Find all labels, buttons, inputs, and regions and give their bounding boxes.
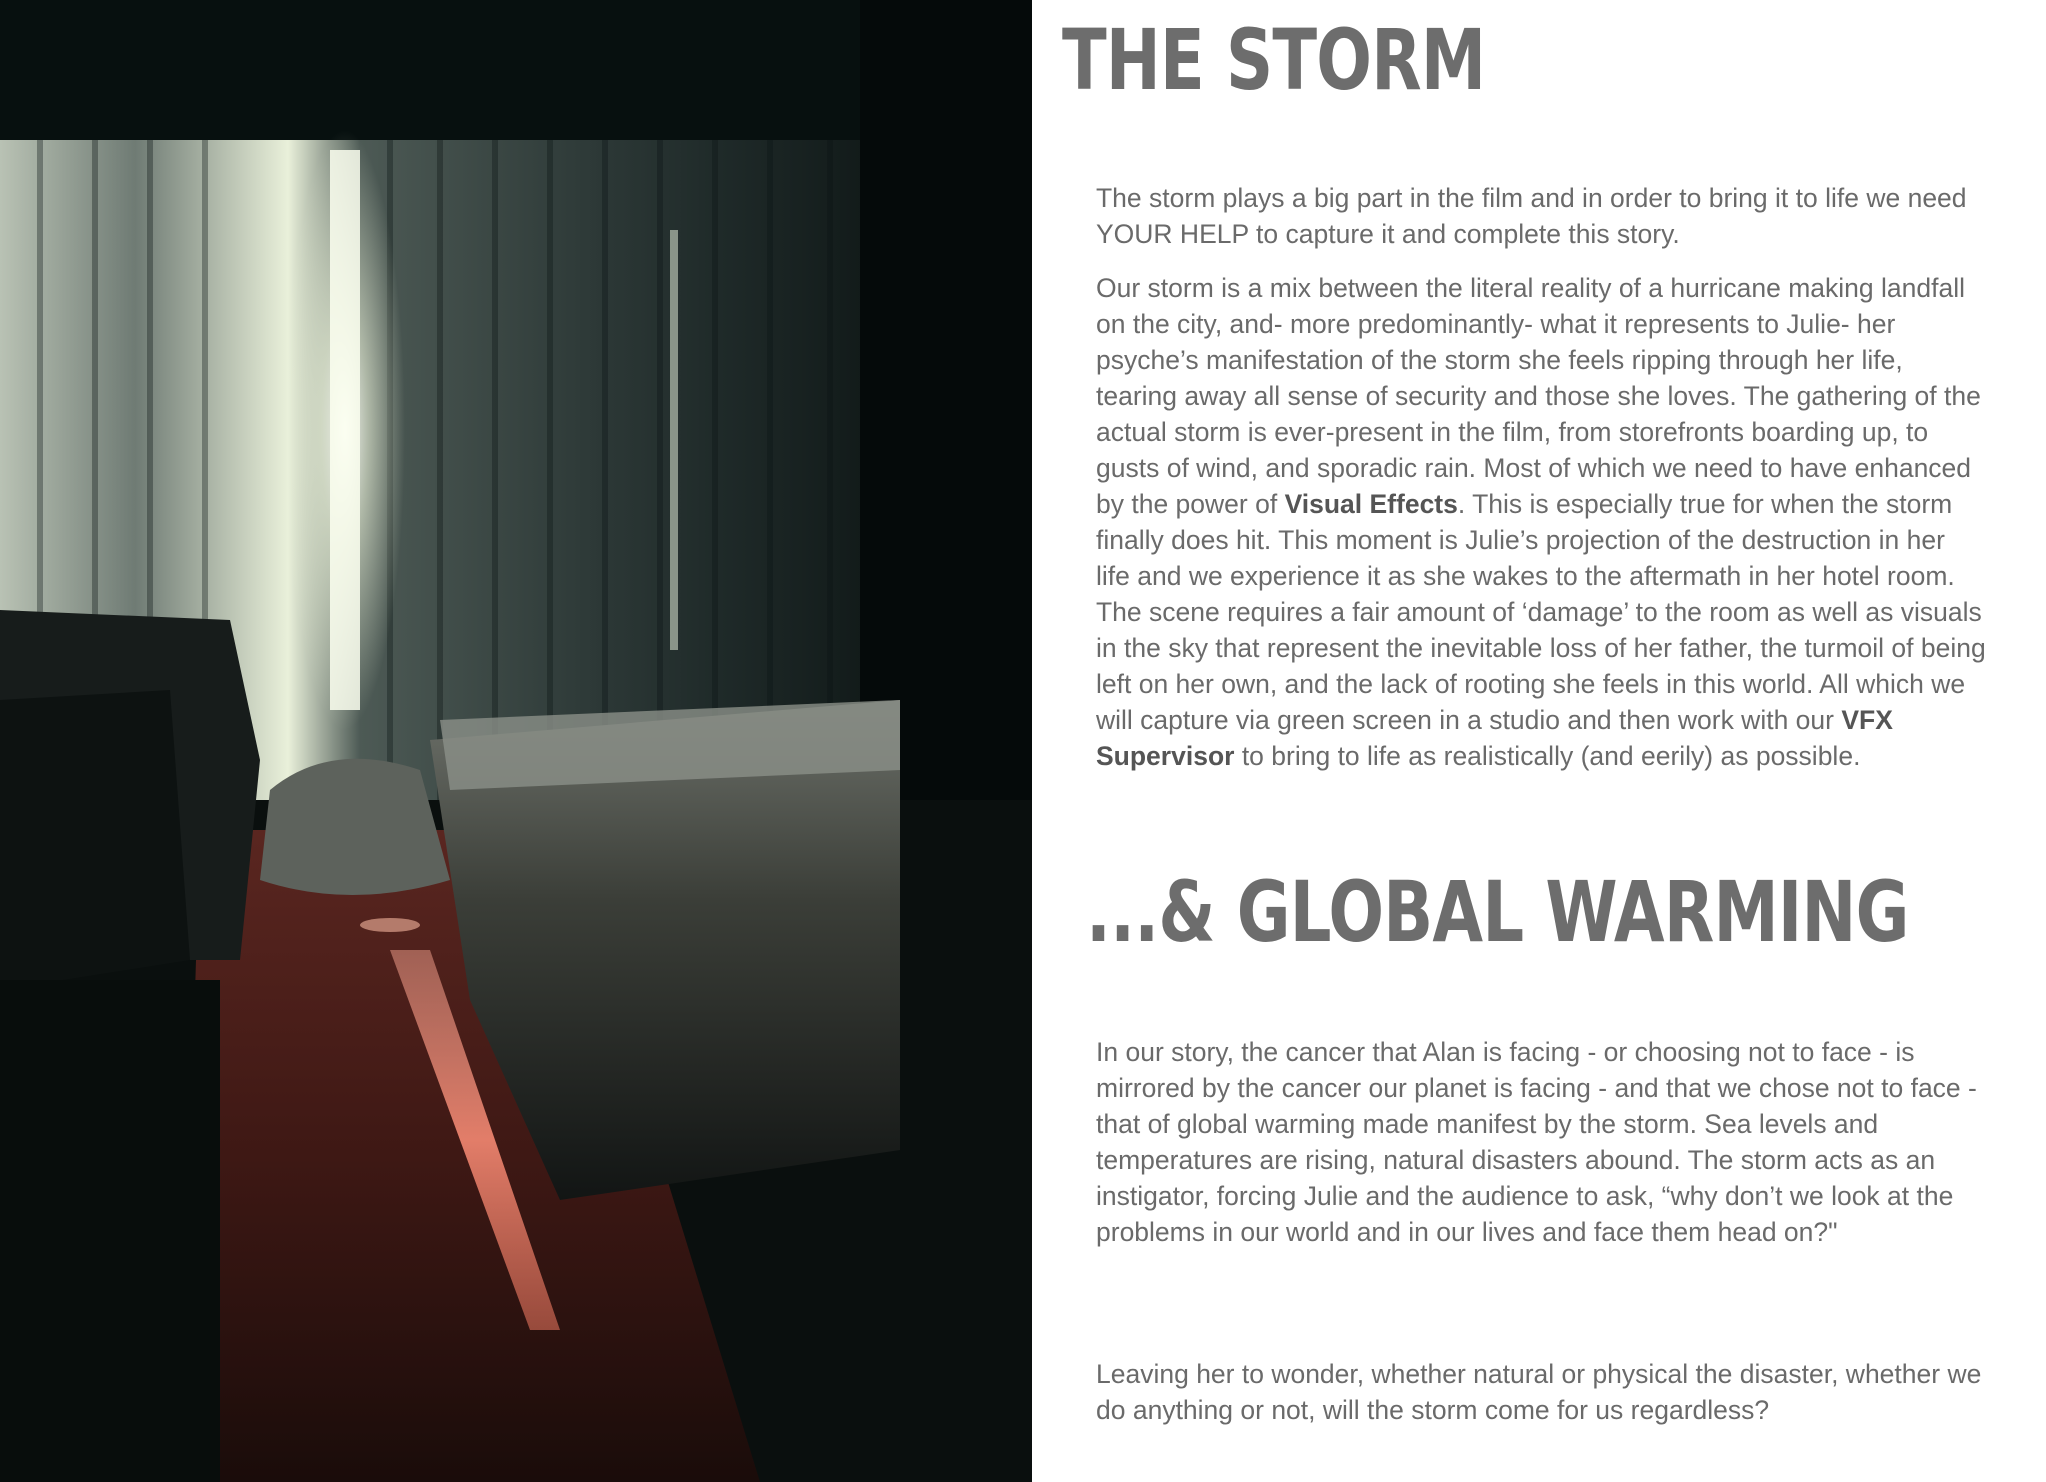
text-column [1032,0,2046,1482]
storm-body-part-3: to bring to life as realistically (and eerily) as possible. [1234,741,1861,771]
storm-heading: THE STORM [1062,11,1486,109]
vfx-supervisor-bold: VFX Supervisor [1096,705,1893,771]
warming-text-2: Leaving her to wonder, whether natural or physical the disaster, whether we do anything or not, will the storm come for us regardless? [1096,1359,1982,1425]
global-warming-heading: ...& GLOBAL WARMING [1086,863,1909,961]
storm-body-paragraph [1096,270,1986,774]
storm-body-part-1: Our storm is a mix between the literal reality of a hurricane making landfall on the city, and- more predominantly- what it represents to Julie- her psyche’s manifestation of the storm she feels ripping through her life, tearing away all sense of security and those she loves. The gathering of the actual storm is ever-present in the film, from storefronts boarding up, to gusts of wind, and sporadic rain. Most of which we need to have enhanced by the power of [1096,273,1981,519]
warming-paragraph-1 [1096,1034,1986,1250]
storm-intro-text: The storm plays a big part in the film and in order to bring it to life we need YOUR HELP to capture it and complete this story. [1096,183,1967,249]
storm-body-part-2: . This is especially true for when the storm finally does hit. This moment is Julie’s projection of the destruction in her life and we experience it as she wakes to the aftermath in her hotel room. The scene requires a fair amount of ‘damage’ to the room as well as visuals in the sky that represent the inevitable loss of her father, the turmoil of being left on her own, and the lack of rooting she feels in this world. All which we will capture via green screen in a studio and then work with our [1096,489,1986,735]
storm-body-text [1096,270,1986,774]
storm-intro-paragraph [1096,180,1986,252]
warming-paragraph-2 [1096,1356,1986,1428]
visual-effects-bold: Visual Effects [1284,489,1458,519]
warming-text-1: In our story, the cancer that Alan is facing - or choosing not to face - is mirrored by the cancer our planet is facing - and that we chose not to face - that of global warming made manifest by the storm. Sea levels and temperatures are rising, natural disasters abound. The storm acts as an instigator, forcing Julie and the audience to ask, “why don’t we look at the problems in our world and in our lives and face them head on?" [1096,1037,1977,1247]
